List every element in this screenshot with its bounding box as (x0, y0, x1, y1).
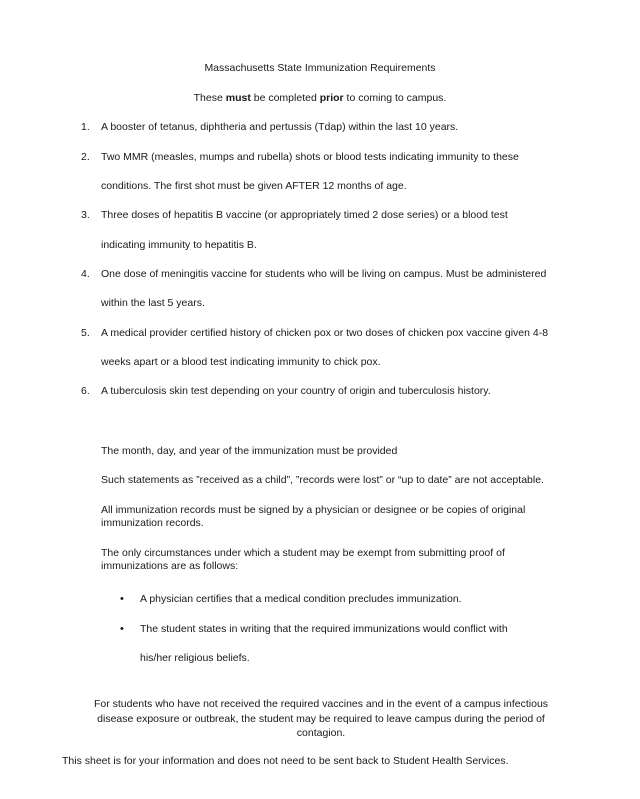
item-text: his/her religious beliefs. (140, 652, 250, 664)
item-text: indicating immunity to hepatitis B. (101, 239, 257, 251)
subtitle-text: These (193, 92, 226, 104)
subtitle-emphasis-prior: prior (319, 92, 344, 104)
item-number: 5. (81, 327, 90, 339)
note-exemption-intro: The only circumstances under which a student may be exempt from submitting proof of immunizations are as follows: (101, 547, 505, 572)
item-number: 1. (81, 121, 90, 133)
item-text: One dose of meningitis vaccine for students who will be living on campus. Must be administered (101, 268, 547, 280)
item-text: A medical provider certified history of chicken pox or two doses of chicken pox vaccine given 4-8 (101, 327, 549, 339)
note-signed-records: All immunization records must be signed by a physician or designee or be copies of original immunization records. (101, 504, 526, 529)
item-text: conditions. The first shot must be given AFTER 12 months of age. (101, 180, 407, 192)
item-text: within the last 5 years. (101, 297, 205, 309)
item-text: Two MMR (measles, mumps and rubella) shots or blood tests indicating immunity to these (101, 151, 519, 163)
item-text: The student states in writing that the required immunizations would conflict with (140, 623, 508, 635)
bullet-icon: • (120, 623, 124, 635)
item-number: 6. (81, 385, 90, 397)
document-title: Massachusetts State Immunization Requirements (204, 62, 436, 74)
outbreak-notice: For students who have not received the required vaccines and in the event of a campus infectious disease exposure or outbreak, the student may be required to leave campus during the period of contagion. (93, 698, 549, 739)
document-subtitle (0, 92, 640, 104)
subtitle-text: to coming to campus. (343, 92, 447, 104)
item-number: 2. (81, 151, 90, 163)
item-number: 3. (81, 209, 90, 221)
item-text: weeks apart or a blood test indicating immunity to chick pox. (101, 356, 381, 368)
item-text: Three doses of hepatitis B vaccine (or appropriately timed 2 dose series) or a blood test (101, 209, 508, 221)
subtitle-emphasis-must: must (225, 92, 251, 104)
note-date-required: The month, day, and year of the immunization must be provided (101, 445, 398, 457)
item-text: A physician certifies that a medical condition precludes immunization. (140, 593, 462, 605)
footer-note: This sheet is for your information and does not need to be sent back to Student Health Services. (62, 755, 509, 767)
bullet-icon: • (120, 593, 124, 605)
note-unacceptable-statements: Such statements as ”received as a child”, ”records were lost” or “up to date” are not acceptable. (101, 474, 544, 486)
item-text: A booster of tetanus, diphtheria and pertussis (Tdap) within the last 10 years. (101, 121, 459, 133)
subtitle-text: be completed (250, 92, 320, 104)
item-text: A tuberculosis skin test depending on your country of origin and tuberculosis history. (101, 385, 491, 397)
item-number: 4. (81, 268, 90, 280)
